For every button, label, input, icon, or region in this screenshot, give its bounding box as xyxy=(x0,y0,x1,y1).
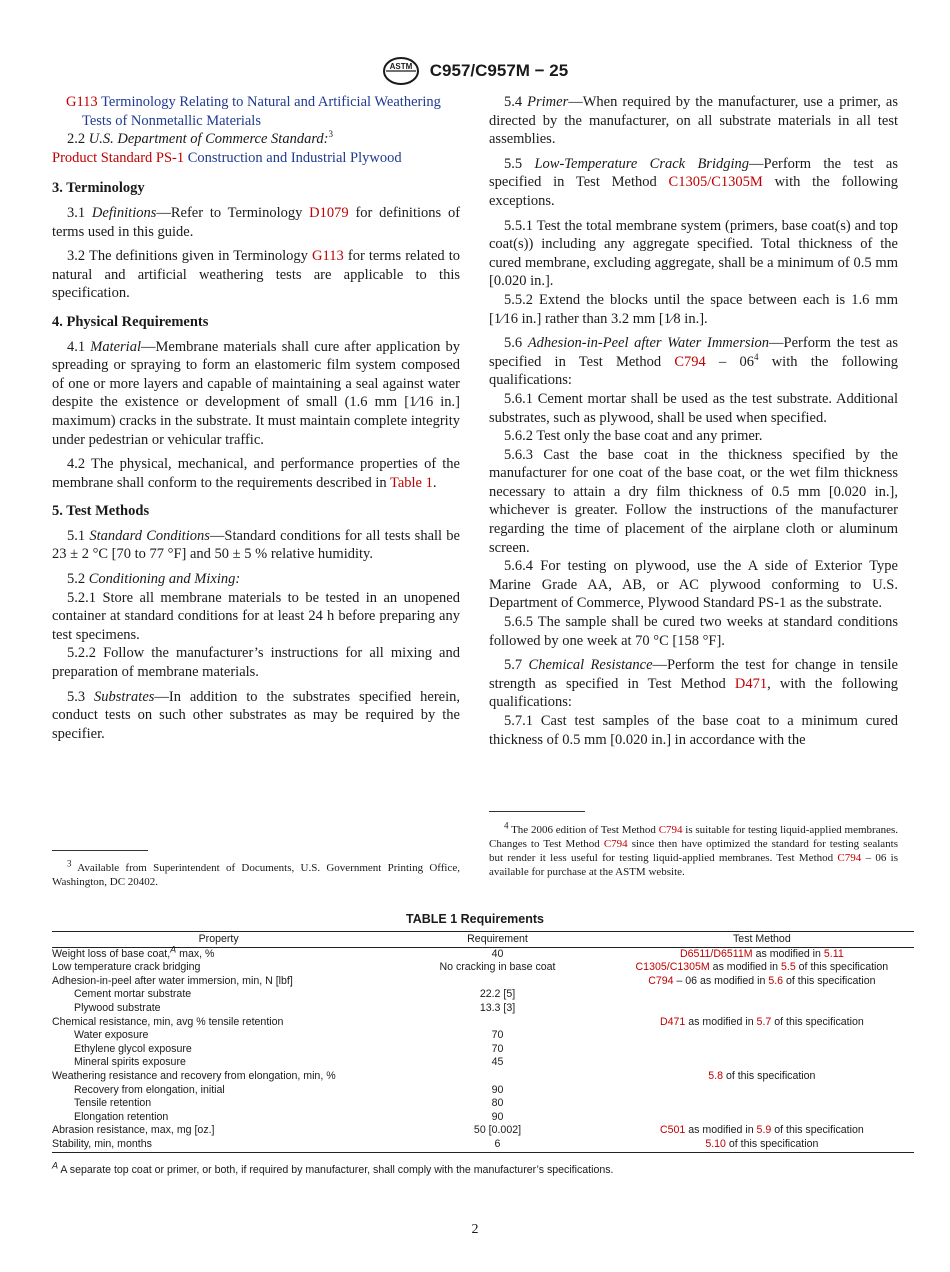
document-designation: C957/C957M − 25 xyxy=(429,61,569,80)
ref-5-10-link[interactable]: 5.10 xyxy=(705,1137,726,1150)
heading-test-methods: 5. Test Methods xyxy=(52,503,150,520)
ref-c794-link[interactable]: C794 xyxy=(674,353,706,370)
table-row: Water exposure 70 xyxy=(74,1029,504,1042)
fn4-ref-c794-2[interactable]: C794 xyxy=(603,838,628,850)
header-property: Property xyxy=(52,932,385,948)
section-2-2: 2.2 U.S. Department of Commerce Standard:$^3$ xyxy=(67,129,334,148)
table-row: Low temperature crack bridging No cracking in base coat C1305/C1305M as modified in 5.5 of this specification xyxy=(52,961,889,974)
table-row: Stability, min, months 6 5.10 of this specification xyxy=(52,1138,914,1152)
table-row: Mineral spirits exposure 45 xyxy=(74,1056,504,1069)
right-column xyxy=(489,93,898,749)
para-5-5-1: 5.5.1 Test the total membrane system (primers, base coat(s) and top coat(s)) including any aggregate specified. Total thickness of the cured membrane, excluding aggregate, shall be a minimum of 0.5 mm [0.020 in.]. xyxy=(489,217,898,290)
page-number: 2 xyxy=(471,1222,479,1237)
para-5-6-2: 5.6.2 Test only the base coat and any primer. xyxy=(504,428,763,445)
para-5-6-5: 5.6.5 The sample shall be cured two weeks at standard conditions followed by one week at 70 °C [158 °F]. xyxy=(489,614,898,649)
ref-5-6-link[interactable]: 5.6 xyxy=(768,974,784,987)
fn4-ref-c794-1[interactable]: C794 xyxy=(658,824,683,836)
table-row: Weight loss of base coat,$^A$ max, % 40 D6511/D6511M as modified in 5.11 xyxy=(52,944,844,960)
ref-c501-link[interactable]: C501 xyxy=(659,1124,686,1137)
para-5-5: 5.5 Low-Temperature Crack Bridging—Perform the test as specified in Test Method C1305/C1305M with the following exceptions. xyxy=(489,155,899,209)
ref-g113-title[interactable]: Terminology Relating to Natural and Artificial Weathering Tests of Nonmetallic Materials xyxy=(82,94,441,129)
reference-g113 xyxy=(52,93,460,130)
ref-d1079-link[interactable]: D1079 xyxy=(309,204,349,221)
table-header-row xyxy=(52,932,914,948)
para-5-2-1: 5.2.1 Store all membrane materials to be tested in an unopened container at standard conditions for at least 24 h before preparing any test specimens. xyxy=(52,589,460,643)
para-4-1: 4.1 Material—Membrane materials shall cure after application by spreading or spraying to form an elastomeric film system composed of one or more layers and capable of maintaining a seal against water despite the existence or development of small (1.6 mm [1⁄16 in.] maximum) cracks in the substrate. It must maintain complete integrity under pedestrian or vehicular traffic. xyxy=(52,338,461,448)
para-5-4: 5.4 Primer—When required by the manufacturer, use a primer, as directed by the manufacturer, on all substrate materials in all test assemblies. xyxy=(489,94,898,148)
ref-5-9-link[interactable]: 5.9 xyxy=(756,1124,772,1137)
header-requirement: Requirement xyxy=(385,932,609,948)
ref-d471-link[interactable]: D471 xyxy=(734,675,768,692)
ref-5-7-link[interactable]: 5.7 xyxy=(756,1015,772,1028)
footnote-divider-left xyxy=(52,850,148,851)
para-5-2: 5.2 Conditioning and Mixing: xyxy=(67,571,241,588)
ref-c1305-link[interactable]: C1305/C1305M xyxy=(668,174,763,191)
para-5-5-2: 5.5.2 Extend the blocks until the space between each is 1.6 mm [1⁄16 in.] rather than 3.2 mm [1⁄8 in.]. xyxy=(489,291,898,327)
page-header xyxy=(0,56,950,86)
ref-c794-table-link[interactable]: C794 xyxy=(648,974,674,987)
left-column xyxy=(52,93,460,749)
para-5-7: 5.7 Chemical Resistance—Perform the test for change in tensile strength as specified in Test Method D471, with the following qualifications: xyxy=(489,657,898,711)
astm-logo-text: ASTM xyxy=(389,62,413,71)
ref-d6511-link[interactable]: D6511/D6511M xyxy=(679,947,753,960)
para-5-6-4: 5.6.4 For testing on plywood, use the A side of Exterior Type Marine Grade AA, AB, or AC plywood conforming to U.S. Department of Commerce, Plywood Standard PS-1 as the substrate. xyxy=(489,558,898,612)
table-footnote: $^A$ A separate top coat or primer, or both, if required by manufacturer, shall comply with the manufacturer’s specifications. xyxy=(52,1160,614,1176)
ref-5-8-link[interactable]: 5.8 xyxy=(708,1069,723,1082)
astm-logo-icon xyxy=(382,56,420,86)
table-row: Plywood substrate 13.3 [3] xyxy=(74,1001,516,1014)
reference-ps1 xyxy=(52,149,460,168)
footnote-ref-3[interactable]: 3 xyxy=(328,129,334,140)
requirements-table xyxy=(52,931,914,1153)
ref-d471-table-link[interactable]: D471 xyxy=(659,1015,686,1028)
table-row: Ethylene glycol exposure 70 xyxy=(74,1042,504,1055)
ref-table-1-link[interactable]: Table 1 xyxy=(389,474,433,491)
table-row: Cement mortar substrate 22.2 [5] xyxy=(74,988,516,1001)
para-5-6: 5.6 Adhesion-in-Peel after Water Immersion—Perform the test as specified in Test Method $C794 - 06^4$ with the following qualifications: xyxy=(489,335,899,389)
ref-g113-link[interactable]: G113 xyxy=(66,94,98,110)
ref-g113-inline-link[interactable]: G113 xyxy=(312,248,344,265)
para-3-1: 3.1 Definitions—Refer to Terminology D1079 for definitions of terms used in this guide. xyxy=(52,204,461,240)
table-row: Adhesion-in-peel after water immersion, min, N [lbf] C794 – 06 as modified in 5.6 of this specification xyxy=(52,974,876,987)
para-5-7-1: 5.7.1 Cast test samples of the base coat to a minimum cured thickness of 0.5 mm [0.020 in.] in accordance with the xyxy=(489,713,898,748)
table-row: Recovery from elongation, initial 90 xyxy=(74,1083,504,1096)
footnote-divider-right xyxy=(489,811,585,812)
para-5-6-3: 5.6.3 Cast the base coat in the thickness specified by the manufacturer for one coat of the base coat, or the wet film thickness necessary to attain a dry film thickness of 0.5 mm [0.020 in.], whichever is greater. Follow the instructions of the manufacturer regarding the time of placement of the airplane cloth or aluminum screen. xyxy=(489,446,898,556)
ref-5-5-link[interactable]: 5.5 xyxy=(780,961,796,974)
para-5-3: 5.3 Substrates—In addition to the substrates specified herein, conduct tests on such other substrates as may be required by the specifier. xyxy=(52,688,461,742)
ref-ps1-title[interactable]: Construction and Industrial Plywood xyxy=(187,149,402,166)
fn4-ref-c794-3[interactable]: C794 xyxy=(837,852,862,864)
table-row: Tensile retention 80 xyxy=(74,1097,504,1110)
heading-physical-requirements: 4. Physical Requirements xyxy=(52,313,209,330)
ref-ps1-link[interactable]: Product Standard PS-1 xyxy=(52,149,185,166)
table-row: Chemical resistance, min, avg % tensile retention D471 as modified in 5.7 of this specification xyxy=(52,1015,864,1028)
heading-terminology: 3. Terminology xyxy=(52,180,145,197)
para-4-2: 4.2 The physical, mechanical, and performance properties of the membrane shall conform to the requirements described in Table 1. xyxy=(52,456,460,491)
table-row: Elongation retention 90 xyxy=(74,1110,504,1123)
para-5-6-1: 5.6.1 Cement mortar shall be used as the test substrate. Additional substrates, such as plywood, shall be used when specified. xyxy=(489,390,898,426)
section-2-2-title: U.S. Department of Commerce Standard: xyxy=(88,131,329,148)
footnote-4: $^4$ The 2006 edition of Test Method C794 is suitable for testing liquid-applied membranes. Changes to Test Method C794 since then have optimized the standard for testing sealants but render it less useful for testing liquid-applied membranes. Test Method C794 – 06 is available for purchase at the ASTM website. xyxy=(489,820,899,878)
para-5-2-2: 5.2.2 Follow the manufacturer’s instructions for all mixing and preparation of membrane materials. xyxy=(52,645,460,681)
footnote-ref-4[interactable]: 4 xyxy=(753,351,759,362)
table-title: TABLE 1 Requirements xyxy=(406,912,544,926)
para-3-2: 3.2 The definitions given in Terminology G113 for terms related to natural and artificial weathering tests are applicable to this specification. xyxy=(52,248,461,302)
ref-c1305-table-link[interactable]: C1305/C1305M xyxy=(635,961,710,974)
footnote-3: $^3$ Available from Superintendent of Documents, U.S. Government Printing Office, Washington, DC 20402. xyxy=(52,858,460,888)
table-row: Abrasion resistance, max, mg [oz.] 50 [0.002] C501 as modified in 5.9 of this specification xyxy=(52,1124,864,1137)
header-test-method: Test Method xyxy=(610,932,914,948)
table-row: Weathering resistance and recovery from elongation, min, % 5.8 of this specification xyxy=(52,1069,816,1082)
ref-5-11-link[interactable]: 5.11 xyxy=(823,947,844,960)
para-5-1: 5.1 Standard Conditions—Standard conditions for all tests shall be 23 ± 2 °C [70 to 77 °F] and 50 ± 5 % relative humidity. xyxy=(52,527,460,563)
